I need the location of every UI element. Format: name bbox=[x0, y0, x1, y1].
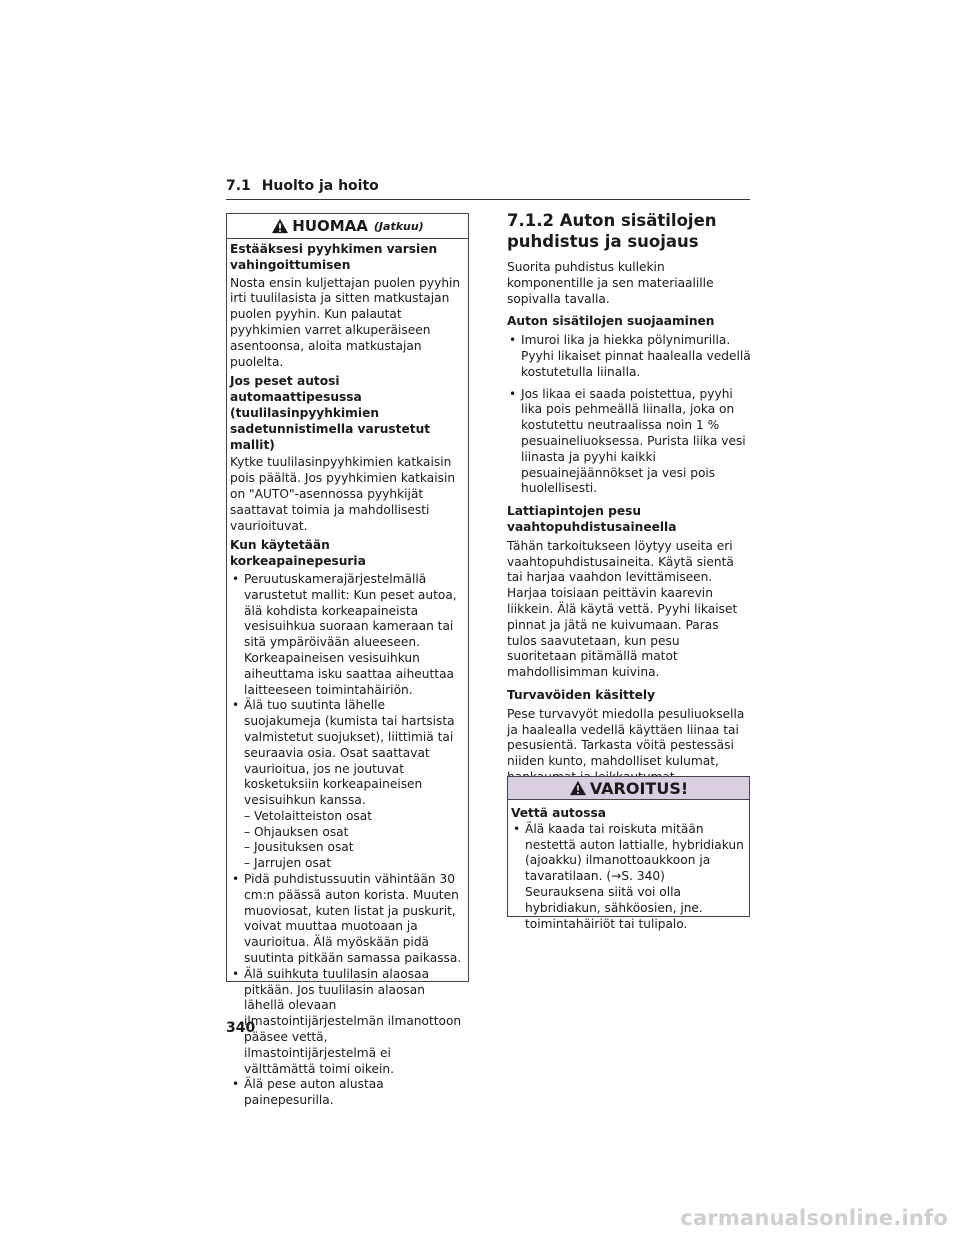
warning-triangle-icon bbox=[271, 218, 289, 234]
wiper-text: Nosta ensin kuljettajan puolen pyyhin irti tuulilasista ja sitten matkustajan puolen pyyhin. Kun palautat pyyhkimien varret alkuperäiseen asentoonsa, aloita matkustajan puolelta. bbox=[230, 275, 461, 369]
pressure-washer-list bbox=[230, 572, 462, 1109]
sub-item: – Jousituksen osat bbox=[244, 840, 354, 855]
list-item: • Älä pese auton alustaa painepesurilla. bbox=[230, 1077, 462, 1109]
list-item: • Älä kaada tai roiskuta mitään nestettä auton lattialle, hybridiakun (ajoakku) ilmanottoaukkoon ja tavaratilaan. (→S. 340) Seurauksena siitä voi olla hybridiakun, sähköosien, jne. toimintahäiriöt tai tulipalo. bbox=[511, 822, 745, 933]
sub-item: – Vetolaitteiston osat bbox=[244, 808, 373, 823]
warning-box bbox=[507, 776, 750, 931]
warning-body bbox=[508, 800, 749, 932]
list-item: • Pidä puhdistussuutin vähintään 30 cm:n päässä auton korista. Muuten muoviosat, kuten listat ja puskurit, voivat muuttaa muotoaan ja vaurioitua. Älä myöskään pidä suutinta pitkään samassa paikassa. bbox=[230, 872, 462, 967]
list-item bbox=[230, 698, 462, 872]
belt-heading: Turvavöiden käsittely bbox=[507, 687, 656, 702]
carwash-heading: Jos peset autosi automaattipesussa (tuulilasinpyyhkimien sadetunnistimella varustetut mallit) bbox=[230, 374, 431, 452]
caution-body bbox=[227, 239, 468, 1109]
list-item-text: Älä tuo suutinta lähelle suojakumeja (kumista tai hartsista valmistetut suojukset), liittimiä tai seuraavia osia. Osat saattavat vaurioitua, jos ne joutuvat kosketuksiin korkeapaineisen vesisuihkun kanssa. bbox=[244, 698, 455, 808]
warning-triangle-icon bbox=[569, 780, 587, 796]
warning-list bbox=[511, 822, 745, 933]
carwash-text: Kytke tuulilasinpyyhkimien katkaisin pois päältä. Jos pyyhkimien katkaisin on "AUTO"-asennossa pyyhkijät saattavat toimia ja mahdollisesti vaurioituvat. bbox=[230, 455, 456, 533]
list-item: • Peruutuskamerajärjestelmällä varustetut mallit: Kun peset autoa, älä kohdista korkeapaineista vesisuihkua suoraan kameraan tai sitä ympäröivään alueeseen. Korkeapaineisen vesisuihkun aiheuttama isku saattaa aiheuttaa laitteeseen toimintahäiriön. bbox=[230, 572, 462, 698]
warning-header bbox=[508, 777, 749, 800]
sub-item: – Ohjauksen osat bbox=[244, 824, 349, 839]
list-item: • Jos likaa ei saada poistettua, pyyhi lika pois pehmeällä liinalla, joka on kostutettu neutraalissa noin 1 % pesuaineliuoksessa. Purista liika vesi liinasta ja pyyhi kaikki pesuainejäännökset ja vesi pois huolellisesti. bbox=[507, 387, 751, 498]
water-heading: Vettä autossa bbox=[511, 806, 606, 820]
list-item: • Imuroi lika ja hiekka pölynimurilla. Pyyhi likaiset pinnat haalealla vedellä kostutetulla liinalla. bbox=[507, 333, 751, 380]
protect-list bbox=[507, 333, 751, 497]
wiper-heading: Estääksesi pyyhkimen varsien vahingoittumisen bbox=[230, 242, 438, 272]
parts-sublist bbox=[244, 809, 462, 872]
section-title: Huolto ja hoito bbox=[261, 178, 379, 194]
page-number: 340 bbox=[226, 1020, 256, 1036]
sub-item: – Jarrujen osat bbox=[244, 856, 332, 871]
list-item: • Älä suihkuta tuulilasin alaosaa pitkään. Jos tuulilasin alaosan lähellä olevaan ilmastointijärjestelmän ilmanottoon pääsee vettä, ilmastointijärjestelmä ei välttämättä toimi oikein. bbox=[230, 967, 462, 1078]
section-heading: 7.1.2 Auton sisätilojen puhdistus ja suojaus bbox=[507, 211, 717, 251]
page-header bbox=[226, 178, 750, 200]
floor-text: Tähän tarkoitukseen löytyy useita eri vaahtopuhdistusaineita. Käytä sientä tai harjaa vaahdon levittämiseen. Harjaa toisiaan peittävin kaarevin liikkein. Älä käytä vettä. Pyyhi likaiset pinnat ja jätä ne kuivumaan. Paras tulos saavutetaan, kun pesu suoritetaan pitämällä matot mahdollisimman kuivina. bbox=[507, 538, 738, 680]
intro-text: Suorita puhdistus kullekin komponentille ja sen materiaalille sopivalla tavalla. bbox=[507, 260, 714, 306]
protect-heading: Auton sisätilojen suojaaminen bbox=[507, 314, 715, 329]
section-number: 7.1 bbox=[226, 178, 251, 194]
caution-title: HUOMAA bbox=[292, 217, 368, 235]
warning-title: VAROITUS! bbox=[589, 778, 689, 798]
caution-continued: (Jatkuu) bbox=[373, 219, 424, 233]
belt-text: Pese turvavyöt miedolla pesuliuoksella ja haalealla vedellä käyttäen liinaa tai pesusientä. Tarkasta vöitä pestessäsi niiden kunto, mahdolliset kulumat, bbox=[507, 706, 745, 769]
floor-heading: Lattiapintojen pesu vaahtopuhdistusaineella bbox=[507, 504, 677, 534]
caution-header bbox=[227, 214, 468, 239]
pressure-washer-heading: Kun käytetään korkeapainepesuria bbox=[230, 538, 366, 569]
right-column bbox=[507, 210, 751, 793]
watermark: carmanualsonline.info bbox=[680, 1206, 948, 1230]
